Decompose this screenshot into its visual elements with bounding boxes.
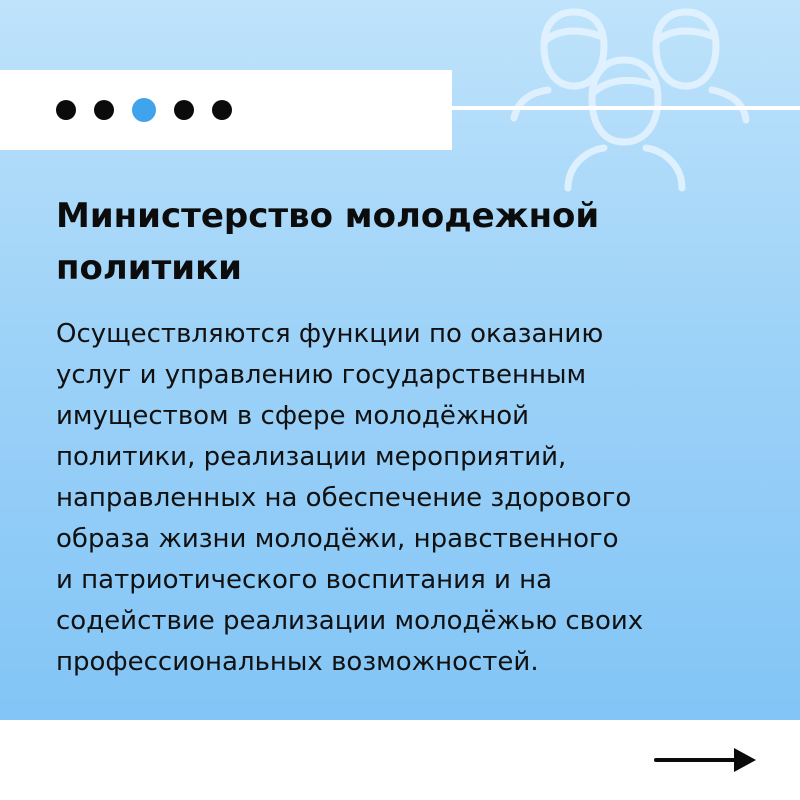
page-dot[interactable] — [174, 100, 194, 120]
arrow-right-icon[interactable] — [654, 743, 758, 777]
description-line: направленных на обеспечение здорового — [56, 483, 632, 513]
header-rule — [452, 106, 800, 110]
description-line: содействие реализации молодёжью своих — [56, 606, 644, 636]
description-text — [56, 314, 776, 683]
description-line: образа жизни молодёжи, нравственного — [56, 524, 619, 554]
description-line: и патриотического воспитания и на — [56, 565, 553, 595]
description-line: имуществом в сфере молодёжной — [56, 401, 530, 431]
description-line: услуг и управлению государственным — [56, 360, 587, 390]
page-dot[interactable] — [56, 100, 76, 120]
page-dot[interactable] — [94, 100, 114, 120]
page-title: Министерство молодежной политики — [56, 196, 600, 288]
page-dot[interactable] — [212, 100, 232, 120]
page-dot-active[interactable] — [132, 98, 156, 122]
description-line: профессиональных возможностей. — [56, 647, 539, 677]
description-line: Осуществляются функции по оказанию — [56, 319, 604, 349]
people-group-icon — [500, 0, 800, 200]
pagination-dots[interactable] — [56, 98, 232, 122]
description-line: политики, реализации мероприятий, — [56, 442, 567, 472]
